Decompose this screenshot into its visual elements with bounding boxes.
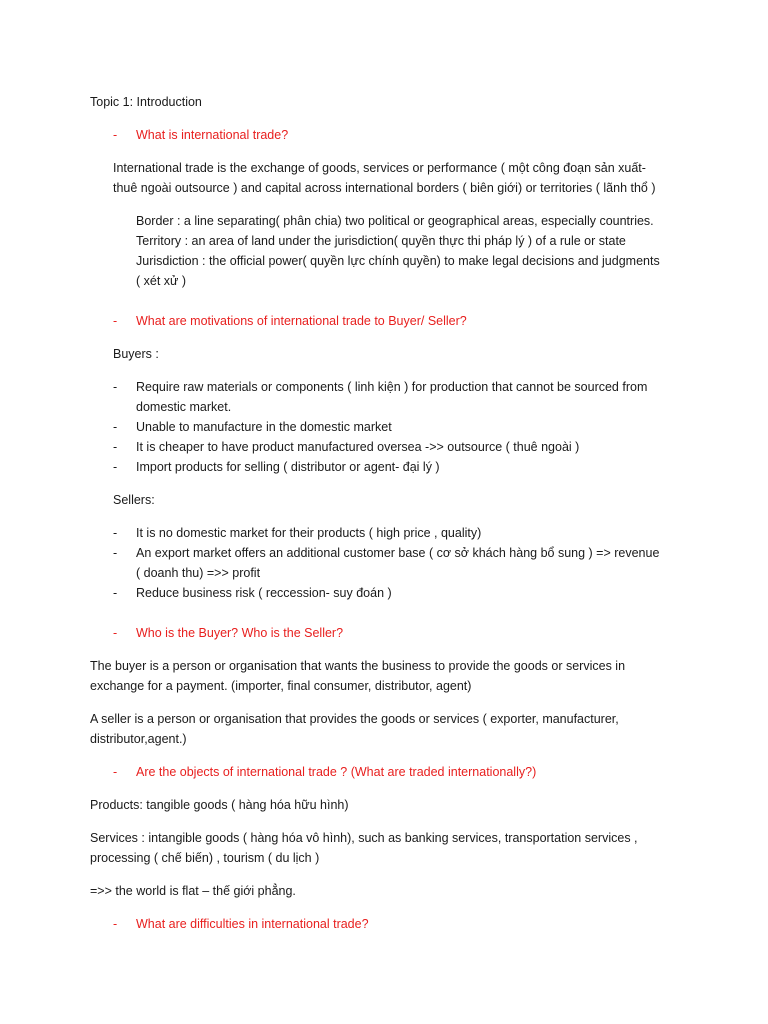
list-item: Unable to manufacture in the domestic market	[136, 420, 392, 434]
bullet-dash: -	[113, 917, 118, 931]
paragraph-line: Products: tangible goods ( hàng hóa hữu hình)	[90, 798, 349, 812]
doc-title: Topic 1: Introduction	[90, 95, 202, 109]
bullet-dash: -	[113, 626, 118, 640]
sellers-heading: Sellers:	[113, 493, 155, 507]
bullet-dash: -	[113, 460, 118, 474]
question-motivations: What are motivations of international trade to Buyer/ Seller?	[136, 314, 467, 328]
paragraph-line: processing ( chế biến) , tourism ( du lịch )	[90, 851, 320, 865]
paragraph-line: The buyer is a person or organisation that wants the business to provide the goods or services in	[90, 659, 626, 673]
question-what-is-trade: What is international trade?	[136, 128, 289, 142]
bullet-dash: -	[113, 380, 118, 394]
definition-jurisdiction: Jurisdiction : the official power( quyền lực chính quyền) to make legal decisions and judgments	[136, 254, 660, 268]
bullet-dash: -	[113, 765, 118, 779]
list-item-cont: domestic market.	[136, 400, 232, 414]
bullet-dash: -	[113, 128, 118, 142]
list-item: Import products for selling ( distributor or agent- đại lý )	[136, 460, 440, 474]
bullet-dash: -	[113, 314, 118, 328]
list-item: Require raw materials or components ( linh kiện ) for production that cannot be sourced from	[136, 380, 648, 394]
bullet-dash: -	[113, 586, 118, 600]
paragraph-line: =>> the world is flat – thế giới phẳng.	[90, 884, 296, 898]
definition-jurisdiction-cont: ( xét xử )	[136, 274, 187, 288]
list-item: It is cheaper to have product manufactured oversea ->> outsource ( thuê ngoài )	[136, 440, 580, 454]
paragraph-line: distributor,agent.)	[90, 732, 187, 746]
paragraph-line: Services : intangible goods ( hàng hóa vô hình), such as banking services, transportation services ,	[90, 831, 638, 845]
paragraph-line: A seller is a person or organisation that provides the goods or services ( exporter, manufacturer,	[90, 712, 619, 726]
bullet-dash: -	[113, 546, 118, 560]
question-difficulties: What are difficulties in international trade?	[136, 917, 369, 931]
definition-border: Border : a line separating( phân chia) two political or geographical areas, especially countries.	[136, 214, 654, 228]
bullet-dash: -	[113, 440, 118, 454]
paragraph-line: exchange for a payment. (importer, final consumer, distributor, agent)	[90, 679, 472, 693]
list-item-cont: ( doanh thu) =>> profit	[136, 566, 261, 580]
paragraph-line: thuê ngoài outsource ) and capital across international borders ( biên giới) or territories ( lãnh thổ )	[113, 181, 656, 195]
buyers-heading: Buyers :	[113, 347, 159, 361]
paragraph-line: International trade is the exchange of goods, services or performance ( một công đoạn sản xuất-	[113, 161, 646, 175]
list-item: It is no domestic market for their products ( high price , quality)	[136, 526, 482, 540]
question-objects: Are the objects of international trade ? (What are traded internationally?)	[136, 765, 537, 779]
bullet-dash: -	[113, 526, 118, 540]
list-item: Reduce business risk ( reccession- suy đoán )	[136, 586, 392, 600]
list-item: An export market offers an additional customer base ( cơ sở khách hàng bổ sung ) => revenue	[136, 546, 660, 560]
question-buyer-seller: Who is the Buyer? Who is the Seller?	[136, 626, 344, 640]
bullet-dash: -	[113, 420, 118, 434]
definition-territory: Territory : an area of land under the jurisdiction( quyền thực thi pháp lý ) of a rule or state	[136, 234, 626, 248]
